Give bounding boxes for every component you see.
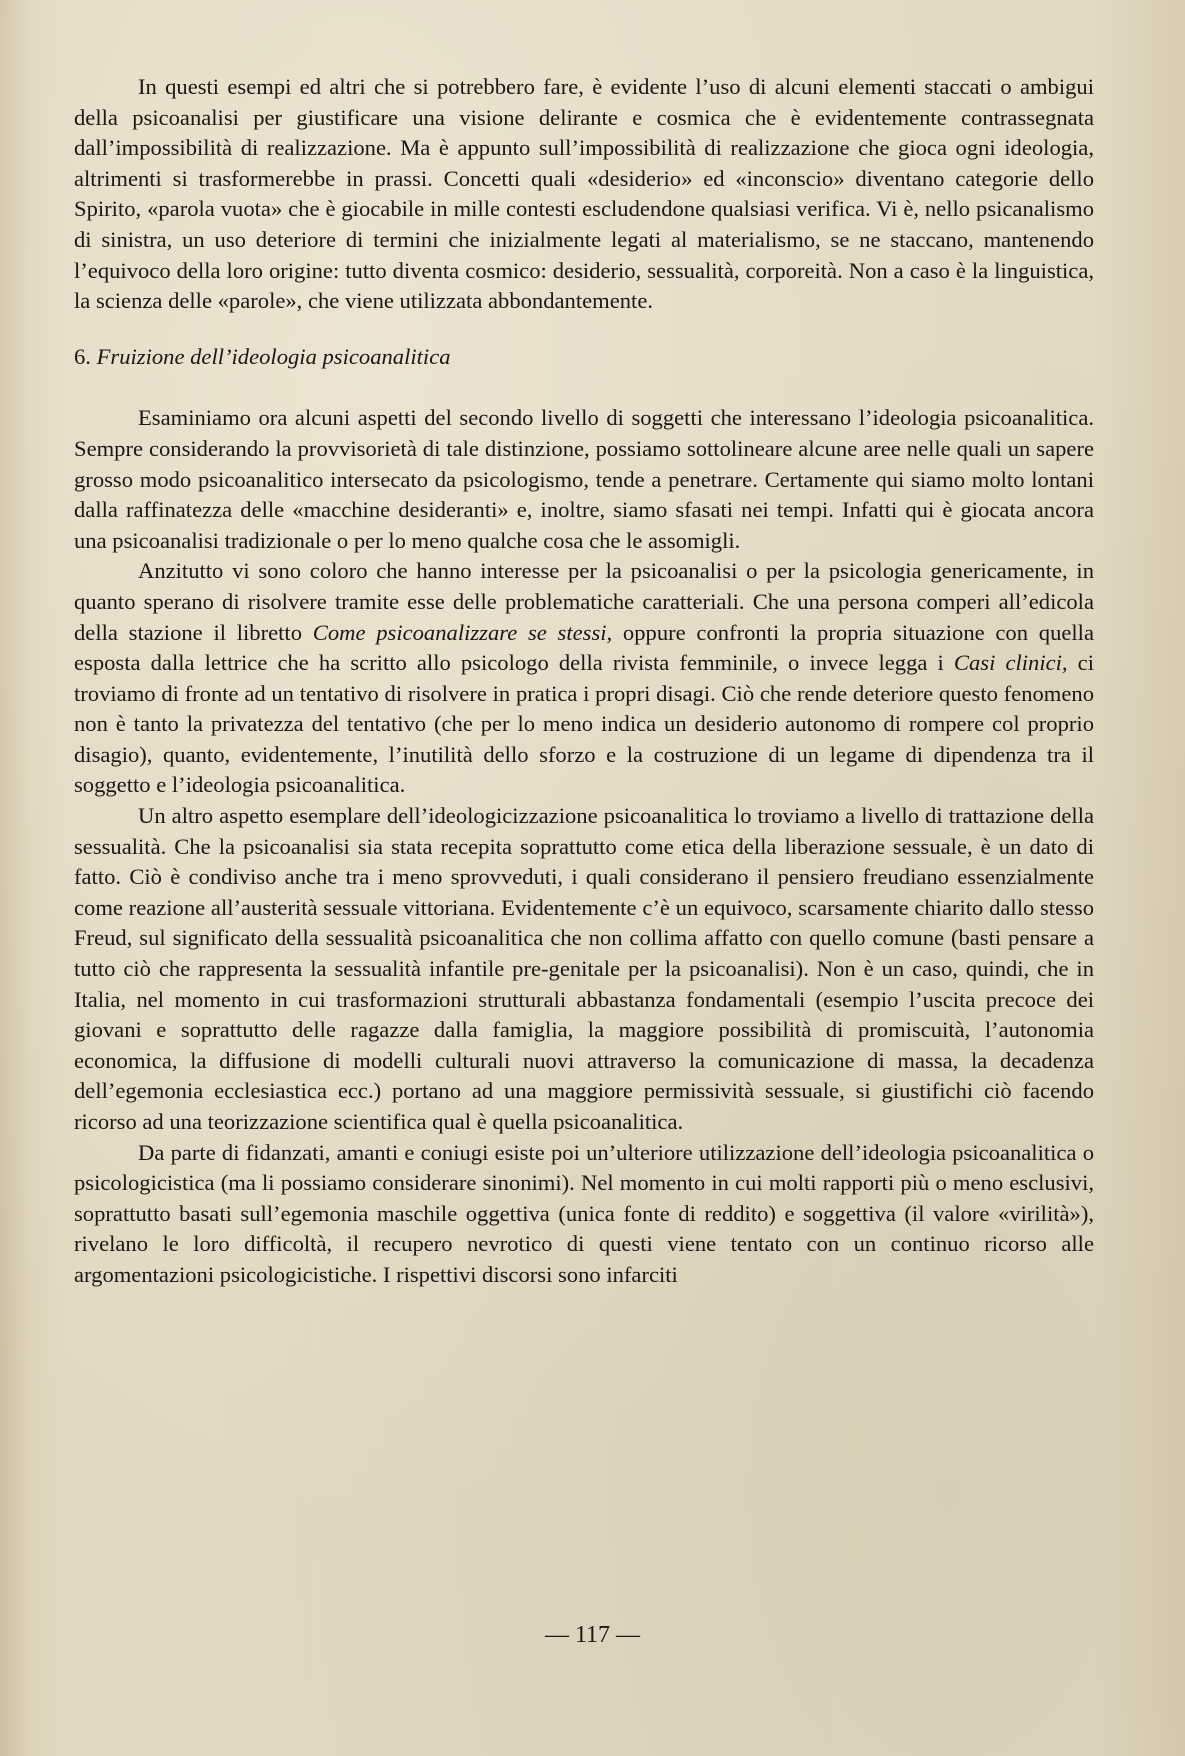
paragraph-3-text-c: ci troviamo di fronte ad un tentativo di risolvere in pratica i propri disagi. Ciò che rende deteriore questo fenomeno non è tanto la privatezza del tentativo (che per lo meno indica un desiderio autonomo di rompere col proprio disagio), quanto, evidentemente, l’inutilità dello sforzo e la costruzione di un legame di dipendenza tra il soggetto e l’ideologia psicoanalitica. [74, 650, 1094, 798]
section-number: 6. [74, 343, 91, 369]
paragraph-5-text: Da parte di fidanzati, amanti e coniugi esiste poi un’ulteriore utilizzazione dell’ideologia psicoanalitica o psicologicistica (ma li possiamo considerare sinonimi). Nel momento in cui molti rapporti più o meno esclusivi, soprattutto basati sull’egemonia maschile oggettiva (unica fonte di reddito) e soggettiva (il valore «virilità»), rivelano le loro difficoltà, il recupero nevrotico di questi viene tentato con un continuo ricorso alle argomentazioni psicologicistiche. I rispettivi discorsi sono infarciti [74, 1139, 1094, 1287]
paragraph-5 [74, 1138, 1094, 1291]
paragraph-1-text: In questi esempi ed altri che si potrebbero fare, è evidente l’uso di alcuni elementi staccati o ambigui della psicoanalisi per giustificare una visione delirante e cosmica che è evidentemente contrassegnata dall’impossibilità di realizzazione. Ma è appunto sull’impossibilità di realizzazione che gioca ogni ideologia, altrimenti si trasformerebbe in prassi. Concetti quali «desiderio» ed «inconscio» diventano categorie dello Spirito, «parola vuota» che è giocabile in mille contesti escludendone qualsiasi verifica. Vi è, nello psicanalismo di sinistra, un uso deteriore di termini che inizialmente legati al materialismo, se ne staccano, mantenendo l’equivoco della loro origine: tutto diventa cosmico: desiderio, sessualità, corporeità. Non a caso è la linguistica, la scienza delle «parole», che viene utilizzata abbondantemente. [74, 74, 1094, 314]
paragraph-4 [74, 801, 1094, 1138]
paragraph-2-text: Esaminiamo ora alcuni aspetti del secondo livello di soggetti che interessano l’ideologia psicoanalitica. Sempre considerando la provvisorietà di tale distinzione, possiamo sottolineare alcune aree nelle quali un sapere grosso modo psicoanalitico intersecato da psicologismo, tende a penetrare. Certamente qui siamo molto lontani dalla raffinatezza delle «macchine desideranti» e, inoltre, siamo sfasati nei tempi. Infatti qui è giocata ancora una psicoanalisi tradizionale o per lo meno qualche cosa che le assomigli. [74, 405, 1094, 553]
book-title-casi-clinici: Casi clinici, [953, 650, 1068, 676]
paragraph-4-text: Un altro aspetto esemplare dell’ideologicizzazione psicoanalitica lo troviamo a livello di trattazione della sessualità. Che la psicoanalisi sia stata recepita soprattutto come etica della liberazione sessuale, è un dato di fatto. Ciò è condiviso anche tra i meno sprovveduti, i quali considerano il pensiero freudiano essenzialmente come reazione all’austerità sessuale vittoriana. Evidentemente c’è un equivoco, scarsamente chiarito dallo stesso Freud, sul significato della sessualità psicoanalitica che non collima affatto con quello comune (basti pensare a tutto ciò che rappresenta la sessualità infantile pre-genitale per la psicoanalisi). Non è un caso, quindi, che in Italia, nel momento in cui trasformazioni strutturali abbastanza fondamentali (esempio l’uscita precoce dei giovani e soprattutto delle ragazze dalla famiglia, la maggiore possibilità di promiscuità, l’autonomia economica, la diffusione di modelli culturali nuovi attraverso la comunicazione di massa, la decadenza dell’egemonia ecclesiastica ecc.) portano ad una maggiore permissività sessuale, si giustifichi ciò facendo ricorso ad una teorizzazione scientifica qual è quella psicoanalitica. [74, 803, 1094, 1134]
section-heading [74, 342, 1094, 373]
paragraph-3-text-b: oppure confronti la propria situazione con quella esposta dalla lettrice che ha scritto allo psicologo della rivista femminile, o invece legga i [74, 619, 1094, 676]
paragraph-1 [74, 72, 1094, 317]
book-title-come-psicoanalizzare: Come psicoanalizzare se stessi, [312, 619, 613, 645]
page-number: — 117 — [544, 1622, 641, 1648]
paragraph-2 [74, 403, 1094, 556]
body-text [74, 72, 1094, 1291]
paragraph-3 [74, 556, 1094, 801]
section-title: Fruizione dell’ideologia psicoanalitica [96, 343, 451, 369]
paragraph-3-text-a: Anzitutto vi sono coloro che hanno interesse per la psicoanalisi o per la psicologia genericamente, in quanto sperano di risolvere tramite esse delle problematiche caratteriali. Che una persona comperi all’edicola della stazione il libretto [74, 558, 1094, 645]
